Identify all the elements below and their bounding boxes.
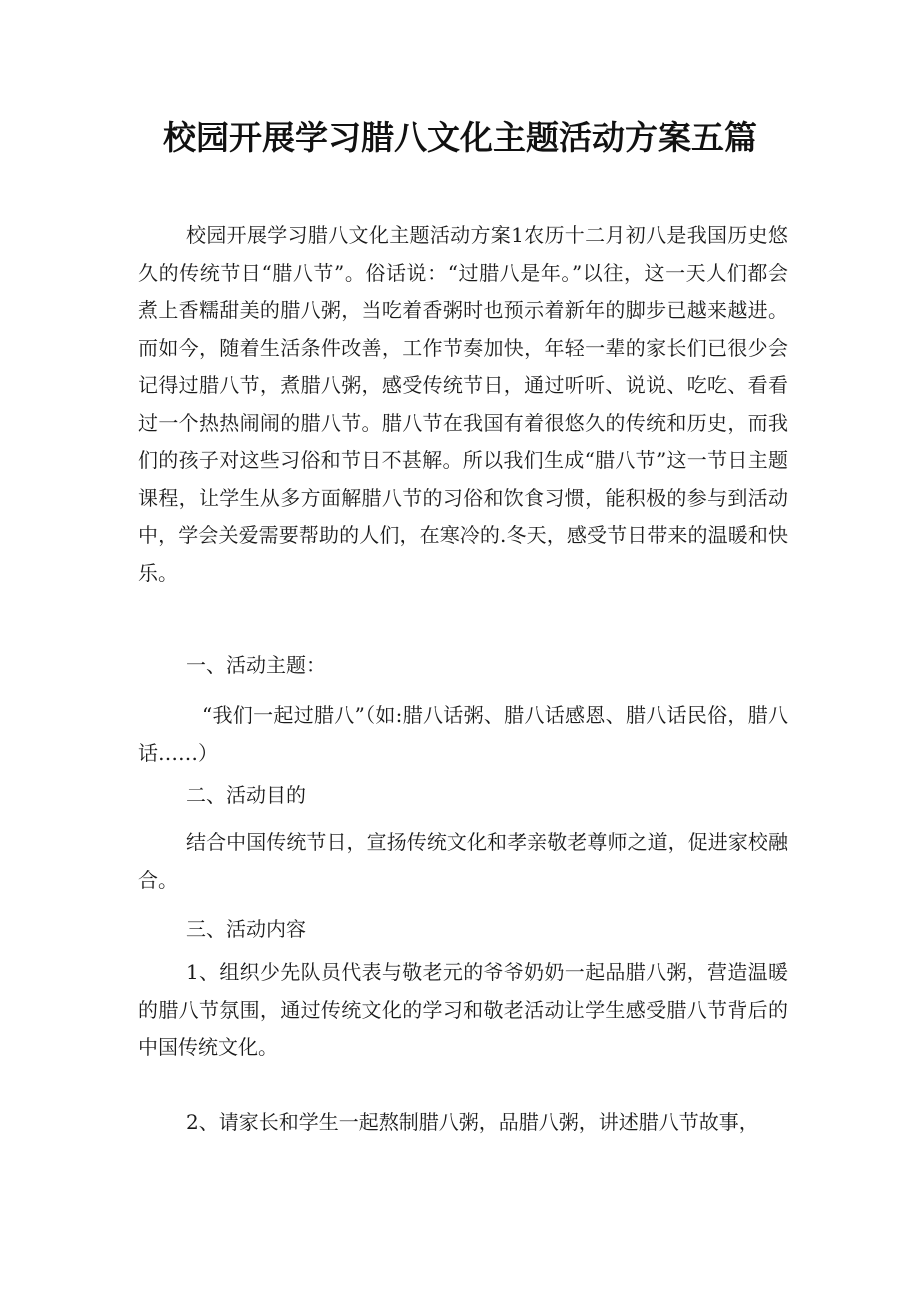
section-heading-content: 三、活动内容 (186, 917, 306, 941)
content-item-2: 2、请家长和学生一起熬制腊八粥，品腊八粥，讲述腊八节故事， (186, 1110, 759, 1134)
theme-paragraph: “我们一起过腊八”（如:腊八话粥、腊八话感恩、腊八话民俗，腊八话……） (138, 703, 788, 765)
section-heading-theme: 一、活动主题： (186, 653, 326, 677)
content-item-1: 1、组织少先队员代表与敬老元的爷爷奶奶一起品腊八粥，营造温暖的腊八节氛围，通过传统文化的学习和敬老活动让学生感受腊八节背后的中国传统文化。 (138, 960, 788, 1059)
intro-paragraph: 校园开展学习腊八文化主题活动方案1农历十二月初八是我国历史悠久的传统节日“腊八节”。俗话说：“过腊八是年。”以往，这一天人们都会煮上香糯甜美的腊八粥，当吃着香粥时也预示着新年的脚步已越来越进。而如今，随着生活条件改善，工作节奏加快，年轻一辈的家长们已很少会记得过腊八节，煮腊八粥，感受传统节日，通过听听、说说、吃吃、看看过一个热热闹闹的腊八节。腊八节在我国有着很悠久的传统和历史，而我们的孩子对这些习俗和节日不甚解。所以我们生成“腊八节”这一节日主题课程，让学生从多方面解腊八节的习俗和饮食习惯，能积极的参与到活动中，学会关爱需要帮助的人们，在寒冷的.冬天，感受节日带来的温暖和快乐。 (138, 223, 788, 585)
section-heading-purpose: 二、活动目的 (186, 783, 306, 807)
document-title: 校园开展学习腊八文化主题活动方案五篇 (163, 118, 757, 157)
purpose-paragraph: 结合中国传统节日，宣扬传统文化和孝亲敬老尊师之道，促进家校融合。 (138, 830, 788, 892)
